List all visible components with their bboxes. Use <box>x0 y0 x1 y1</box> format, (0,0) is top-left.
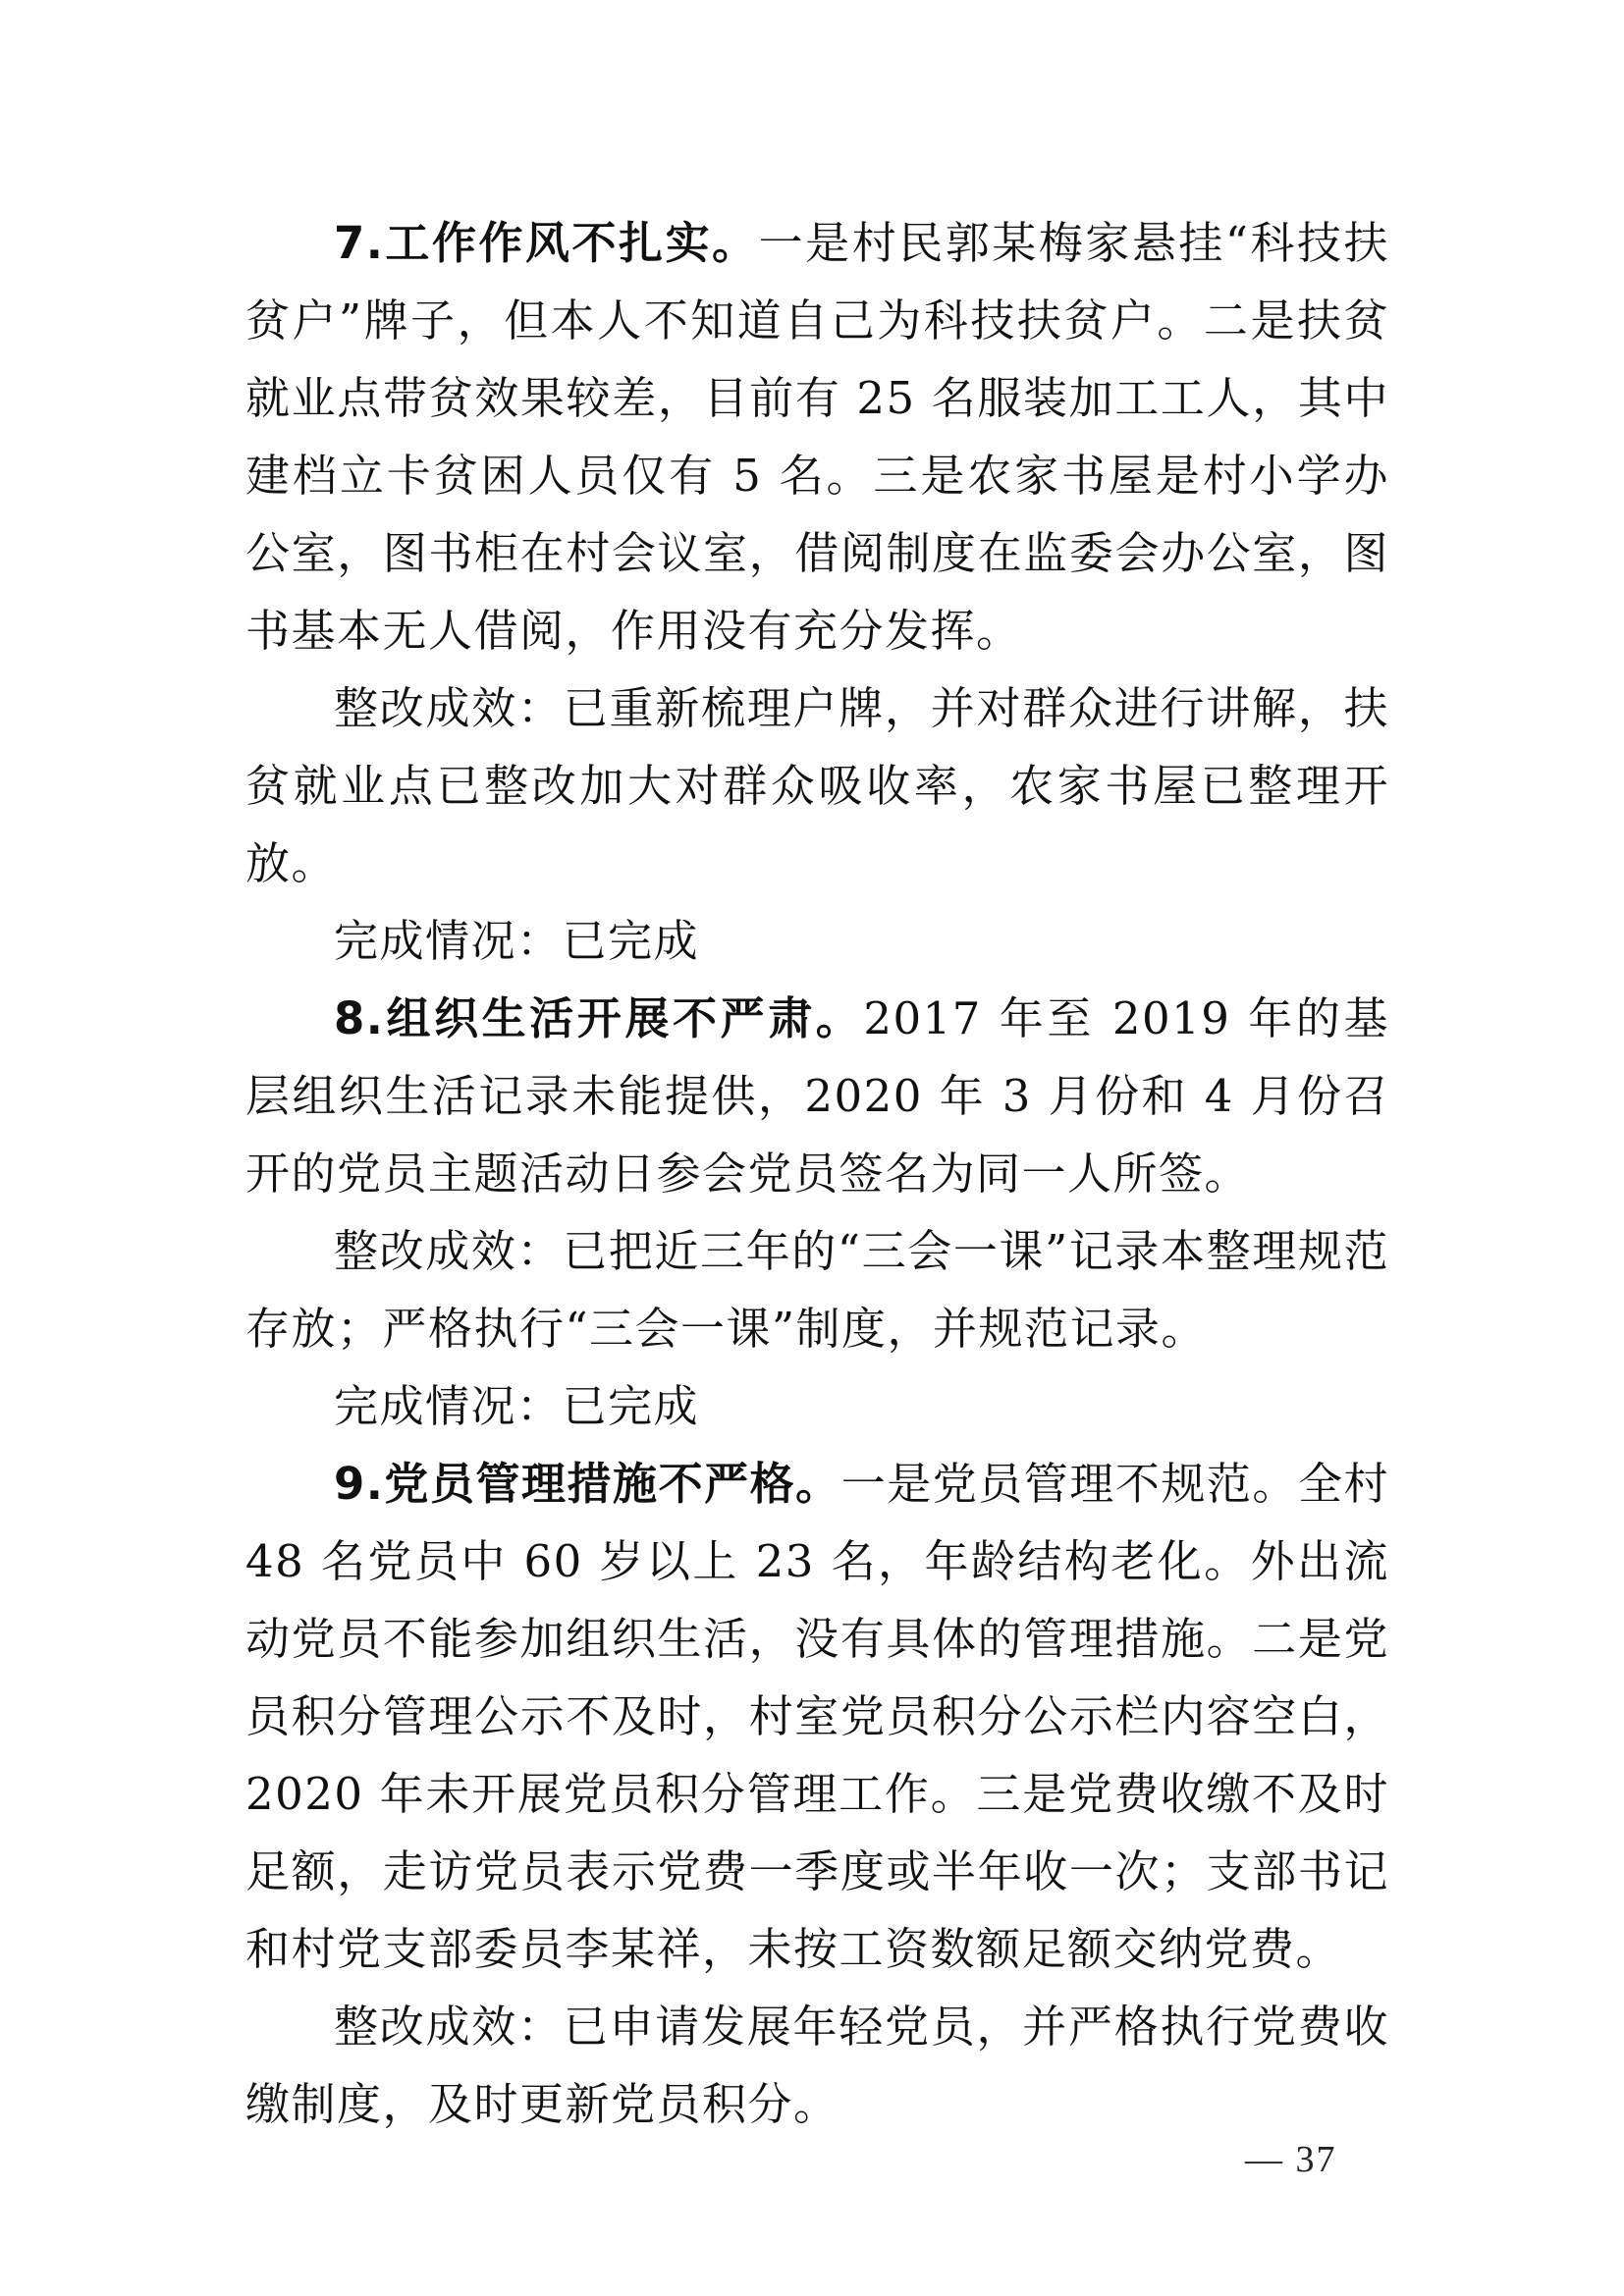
page-number: — 37 <box>1245 2139 1337 2180</box>
item-9-rectification: 整改成效：已申请发展年轻党员，并严格执行党费收缴制度，及时更新党员积分。 <box>245 2001 1389 2130</box>
item-9-paragraph <box>245 1445 1389 1988</box>
item-8-status: 完成情况：已完成 <box>334 1380 700 1432</box>
item-7-paragraph <box>245 204 1389 669</box>
document-body <box>245 204 1389 2143</box>
item-9-heading: 9.党员管理措施不严格。 <box>334 1458 841 1510</box>
item-7-rectification: 整改成效：已重新梳理户牌，并对群众进行讲解，扶贫就业点已整改加大对群众吸收率，农家书屋已整理开放。 <box>245 682 1389 889</box>
item-7-heading: 7.工作作风不扎实。 <box>334 217 759 269</box>
item-8-rectification: 整改成效：已把近三年的“三会一课”记录本整理规范存放；严格执行“三会一课”制度，并规范记录。 <box>245 1225 1389 1355</box>
item-8-heading: 8.组织生活开展不严肃。 <box>334 992 864 1044</box>
item-7-status: 完成情况：已完成 <box>334 915 700 967</box>
item-8-body: 2017 年至 2019 年的基层组织生活记录未能提供，2020 年 3 月份和 4 月份召开的党员主题活动日参会党员签名为同一人所签。 <box>245 992 1389 1200</box>
item-7-body: 一是村民郭某梅家悬挂“科技扶贫户”牌子，但本人不知道自己为科技扶贫户。二是扶贫就业点带贫效果较差，目前有 25 名服装加工工人，其中建档立卡贫困人员仅有 5 名。三是农家书屋是村小学办公室，图书柜在村会议室，借阅制度在监委会办公室，图书基本无人借阅，作用没有充分发挥。 <box>245 217 1389 657</box>
item-8-paragraph <box>245 980 1389 1212</box>
item-9-body: 一是党员管理不规范。全村 48 名党员中 60 岁以上 23 名，年龄结构老化。外出流动党员不能参加组织生活，没有具体的管理措施。二是党员积分管理公示不及时，村室党员积分公示栏内容空白，2020 年未开展党员积分管理工作。三是党费收缴不及时足额，走访党员表示党费一季度或半年收一次；支部书记和村党支部委员李某祥，未按工资数额足额交纳党费。 <box>245 1458 1389 1975</box>
